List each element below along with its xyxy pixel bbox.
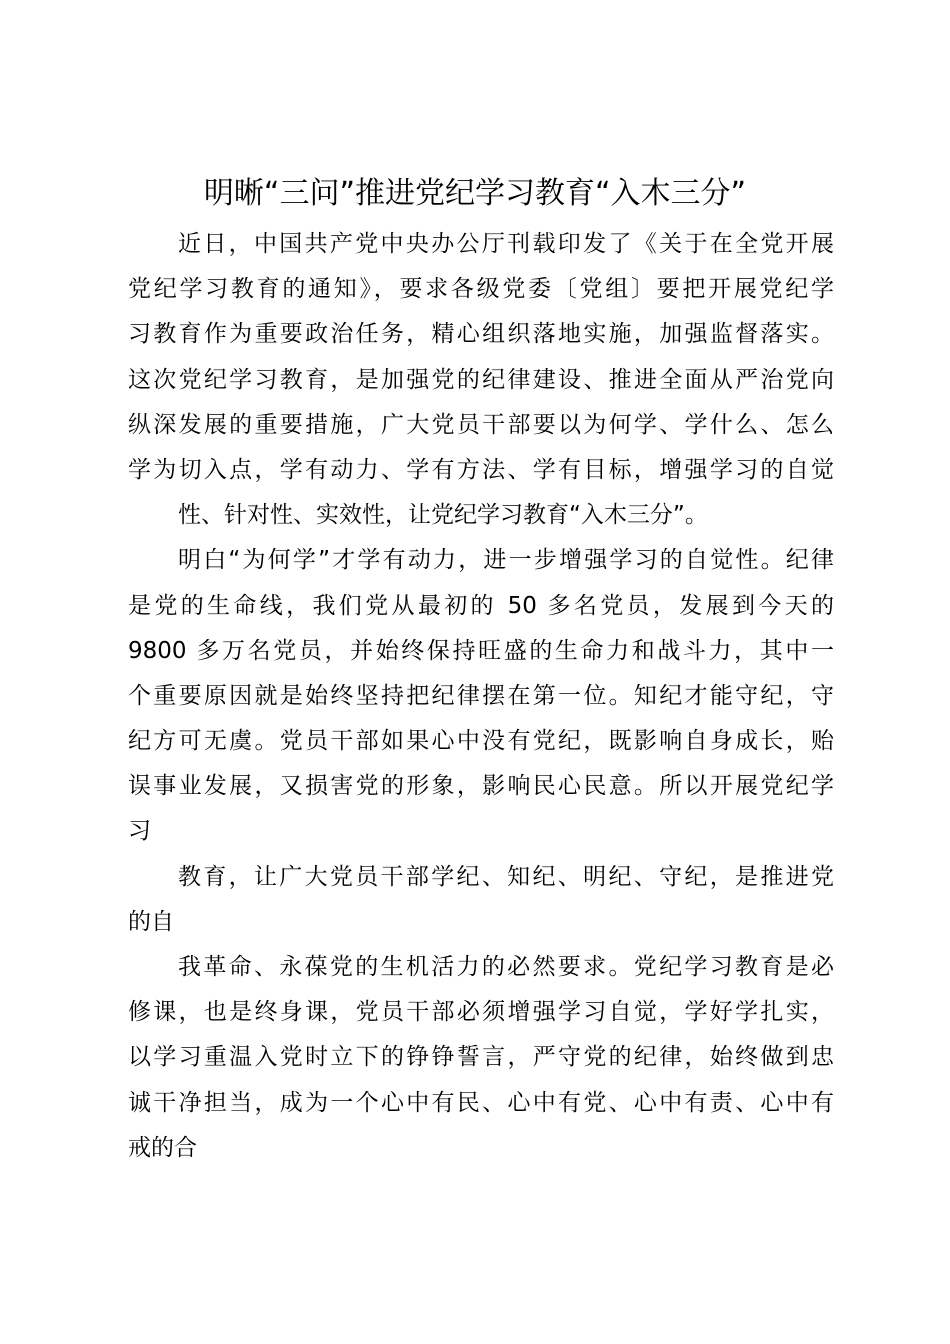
text-line: 纪方可无虞。党员干部如果心中没有党纪，既影响自身成长，贻 [128,728,834,755]
text-line: 性、针对性、实效性，让党纪学习教育“入木三分”。 [178,502,708,529]
text-line: 修课，也是终身课，党员干部必须增强学习自觉，学好学扎实， [128,999,834,1026]
text-line: 党纪学习教育的通知》，要求各级党委〔党组〕要把开展党纪学 [128,276,834,303]
text-line: 明白“为何学”才学有动力，进一步增强学习的自觉性。纪律 [178,547,834,574]
text-line: 诚干净担当，成为一个心中有民、心中有党、心中有责、心中有 [128,1089,834,1116]
text-line: 习 [128,818,151,845]
document-title: 明晰“三问”推进党纪学习教育“入木三分” [203,176,747,211]
document-body [128,222,834,1171]
text-line: 9800 多万名党员，并始终保持旺盛的生命力和战斗力，其中一 [128,637,834,664]
text-line: 误事业发展，又损害党的形象，影响民心民意。所以开展党纪学 [128,773,834,800]
text-line: 这次党纪学习教育，是加强党的纪律建设、推进全面从严治党向 [128,366,834,393]
text-line: 教育，让广大党员干部学纪、知纪、明纪、守纪，是推进党 [178,863,834,890]
text-line: 以学习重温入党时立下的铮铮誓言，严守党的纪律，始终做到忠 [128,1044,834,1071]
text-line: 戒的合 [128,1134,197,1161]
text-line: 是党的生命线，我们党从最初的 50 多名党员，发展到今天的 [128,592,834,619]
text-line: 个重要原因就是始终坚持把纪律摆在第一位。知纪才能守纪，守 [128,682,834,709]
text-line: 我革命、永葆党的生机活力的必然要求。党纪学习教育是必 [178,954,834,980]
text-line: 近日，中国共产党中央办公厅刊载印发了《关于在全党开展 [178,231,834,257]
text-line: 纵深发展的重要措施，广大党员干部要以为何学、学什么、怎么 [128,411,834,438]
text-line: 学为切入点，学有动力、学有方法、学有目标，增强学习的自觉 [128,456,834,483]
text-line: 的自 [128,908,174,935]
text-line: 习教育作为重要政治任务，精心组织落地实施，加强监督落实。 [128,321,834,348]
